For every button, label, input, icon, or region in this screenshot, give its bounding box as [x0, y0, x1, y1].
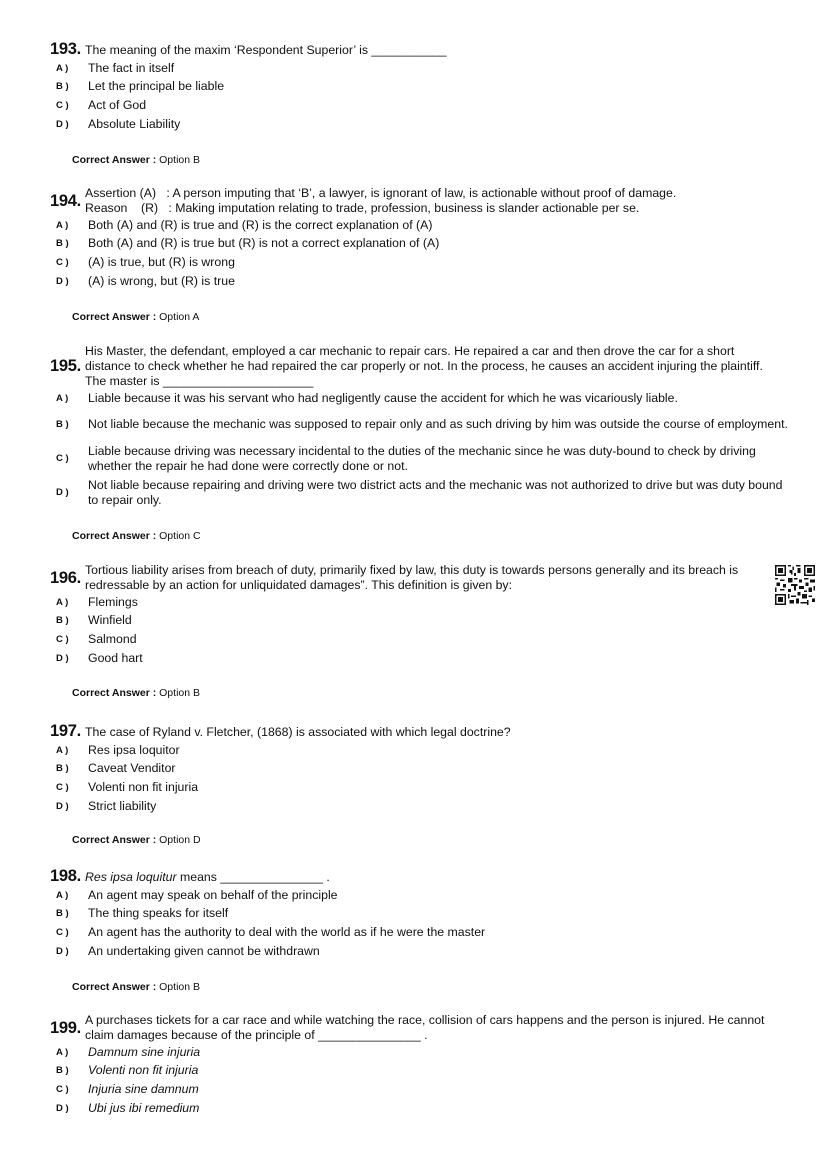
option-a — [0, 389, 826, 408]
option-label: D ) — [56, 945, 69, 957]
option-text: Ubi jus ibi remedium — [88, 1100, 200, 1115]
question-header — [0, 867, 826, 886]
question-194 — [0, 186, 826, 290]
answer-label: Correct Answer : — [72, 154, 157, 166]
option-a — [0, 886, 826, 905]
question-199 — [0, 1013, 826, 1117]
option-d — [0, 649, 826, 668]
option-text: Good hart — [88, 650, 143, 665]
option-c — [0, 923, 826, 942]
question-198 — [0, 867, 826, 960]
option-label: A ) — [56, 596, 69, 608]
option-a — [0, 1043, 826, 1062]
option-label: B ) — [56, 81, 69, 93]
correct-answer-196 — [72, 687, 200, 699]
question-number: 198. — [50, 867, 81, 885]
question-header — [0, 344, 826, 389]
option-b — [0, 408, 826, 442]
option-label: D ) — [56, 1102, 69, 1114]
assertion-line: Assertion (A) : A person imputing that ‘B’, a lawyer, is ignorant of law, is actionable without proof of damage. — [85, 186, 677, 200]
question-number: 197. — [50, 722, 81, 740]
option-text: Both (A) and (R) is true but (R) is not a correct explanation of (A) — [88, 236, 440, 251]
option-text: Salmond — [88, 631, 137, 646]
question-195 — [0, 344, 826, 510]
option-label: C ) — [56, 256, 69, 268]
question-text: A purchases tickets for a car race and while watching the race, collision of cars happens and the person is injured. He cannot claim damages because of the principle of _______________ . — [85, 1013, 765, 1042]
option-b — [0, 235, 826, 254]
option-a — [0, 741, 826, 760]
option-text: Liable because driving was necessary incidental to the duties of the mechanic since he was duty-bound to check by driving whether the repair he had done were correctly done or not. — [88, 443, 756, 473]
question-header — [0, 186, 826, 216]
question-number: 199. — [50, 1018, 81, 1037]
option-label: C ) — [56, 99, 69, 111]
qr-code-icon — [775, 565, 815, 605]
question-header — [0, 563, 826, 593]
correct-answer-197 — [72, 834, 201, 846]
option-label: D ) — [56, 118, 69, 130]
correct-answer-198 — [72, 981, 200, 993]
option-c — [0, 253, 826, 272]
option-text: An undertaking given cannot be withdrawn — [88, 943, 320, 958]
question-196 — [0, 563, 826, 667]
question-header — [0, 722, 826, 741]
option-d — [0, 797, 826, 816]
answer-value: Option B — [159, 687, 200, 699]
option-label: B ) — [56, 238, 69, 250]
option-d — [0, 942, 826, 961]
question-193 — [0, 40, 826, 133]
option-text: (A) is wrong, but (R) is true — [88, 273, 235, 288]
option-b — [0, 1062, 826, 1081]
question-number: 196. — [50, 568, 81, 587]
correct-answer-193 — [72, 154, 200, 166]
question-text-rest: means _______________ . — [176, 869, 330, 884]
answer-label: Correct Answer : — [72, 687, 157, 699]
option-label: C ) — [56, 781, 69, 793]
option-d — [0, 272, 826, 291]
question-header — [0, 1013, 826, 1043]
option-label: D ) — [56, 652, 69, 664]
option-label: B ) — [56, 419, 69, 431]
option-c — [0, 442, 826, 476]
question-text: His Master, the defendant, employed a car mechanic to repair cars. He repaired a car and then drove the car for a short distance to check whether he had repaired the car properly or not. In the process, he causes an accident injuring the plaintiff. The master is ______________________ — [85, 344, 763, 388]
option-label: C ) — [56, 453, 69, 465]
option-label: C ) — [56, 1083, 69, 1095]
option-text: An agent has the authority to deal with the world as if he were the master — [88, 924, 486, 939]
option-a — [0, 216, 826, 235]
option-c — [0, 1080, 826, 1099]
answer-value: Option A — [159, 311, 200, 323]
option-text: Volenti non fit injuria — [88, 1063, 199, 1078]
option-label: A ) — [56, 62, 69, 74]
question-text — [85, 869, 775, 885]
question-197 — [0, 722, 826, 815]
correct-answer-194 — [72, 311, 199, 323]
answer-value: Option D — [159, 834, 201, 846]
option-text: Not liable because repairing and driving were two district acts and the mechanic was not authorized to drive but was duty bound to repair only. — [88, 477, 783, 507]
answer-label: Correct Answer : — [72, 981, 157, 993]
answer-value: Option B — [159, 154, 200, 166]
question-text: The meaning of the maxim ‘Respondent Superior’ is ___________ — [85, 42, 447, 57]
correct-answer-195 — [72, 530, 201, 542]
option-b — [0, 78, 826, 97]
option-b — [0, 905, 826, 924]
option-label: B ) — [56, 1065, 69, 1077]
option-label: B ) — [56, 908, 69, 920]
option-c — [0, 778, 826, 797]
option-label: B ) — [56, 615, 69, 627]
option-text: Damnum sine injuria — [88, 1044, 201, 1059]
option-label: A ) — [56, 1046, 69, 1058]
option-text: Let the principal be liable — [88, 79, 225, 94]
option-text: The fact in itself — [88, 60, 175, 75]
option-text: Volenti non fit injuria — [88, 779, 199, 794]
answer-label: Correct Answer : — [72, 311, 157, 323]
question-number: 193. — [50, 40, 81, 58]
option-d — [0, 115, 826, 134]
option-label: A ) — [56, 392, 69, 404]
question-text: Tortious liability arises from breach of duty, primarily fixed by law, this duty is towards persons generally and its breach is redressable by an action for unliquidated damages”. This definition is given by: — [85, 563, 739, 592]
answer-label: Correct Answer : — [72, 834, 157, 846]
option-label: B ) — [56, 763, 69, 775]
option-text: Res ipsa loquitor — [88, 742, 180, 757]
question-header — [0, 40, 826, 59]
option-text: Winfield — [88, 613, 132, 628]
option-label: D ) — [56, 275, 69, 287]
reason-line: Reason (R) : Making imputation relating to trade, profession, business is slander actionable per se. — [85, 201, 640, 215]
option-text: The thing speaks for itself — [88, 906, 229, 921]
option-a — [0, 59, 826, 78]
option-label: D ) — [56, 487, 69, 499]
option-text: Both (A) and (R) is true and (R) is the correct explanation of (A) — [88, 217, 433, 232]
option-text: Strict liability — [88, 798, 157, 813]
option-label: A ) — [56, 744, 69, 756]
option-label: D ) — [56, 800, 69, 812]
option-text: Liable because it was his servant who had negligently cause the accident for which he was vicariously liable. — [88, 390, 678, 405]
option-text: An agent may speak on behalf of the principle — [88, 887, 338, 902]
latin-term: Res ipsa loquitur — [85, 869, 177, 884]
answer-value: Option C — [159, 530, 201, 542]
option-c — [0, 630, 826, 649]
option-label: A ) — [56, 219, 69, 231]
question-text — [85, 186, 775, 216]
option-d — [0, 1099, 826, 1118]
option-c — [0, 96, 826, 115]
option-text: Act of God — [88, 97, 147, 112]
question-text: The case of Ryland v. Fletcher, (1868) is associated with which legal doctrine? — [85, 724, 511, 739]
option-a — [0, 593, 826, 612]
option-b — [0, 612, 826, 631]
option-text: Flemings — [88, 594, 138, 609]
question-number: 195. — [50, 357, 81, 375]
option-text: Absolute Liability — [88, 116, 181, 131]
option-text: Caveat Venditor — [88, 761, 176, 776]
question-number: 194. — [50, 191, 81, 210]
option-b — [0, 760, 826, 779]
answer-value: Option B — [159, 981, 200, 993]
option-d — [0, 476, 826, 510]
option-label: A ) — [56, 889, 69, 901]
answer-label: Correct Answer : — [72, 530, 157, 542]
option-label: C ) — [56, 926, 69, 938]
option-text: (A) is true, but (R) is wrong — [88, 254, 235, 269]
option-text: Injuria sine damnum — [88, 1081, 199, 1096]
option-label: C ) — [56, 633, 69, 645]
option-text: Not liable because the mechanic was supposed to repair only and as such driving by him was outside the course of employment. — [88, 417, 788, 432]
